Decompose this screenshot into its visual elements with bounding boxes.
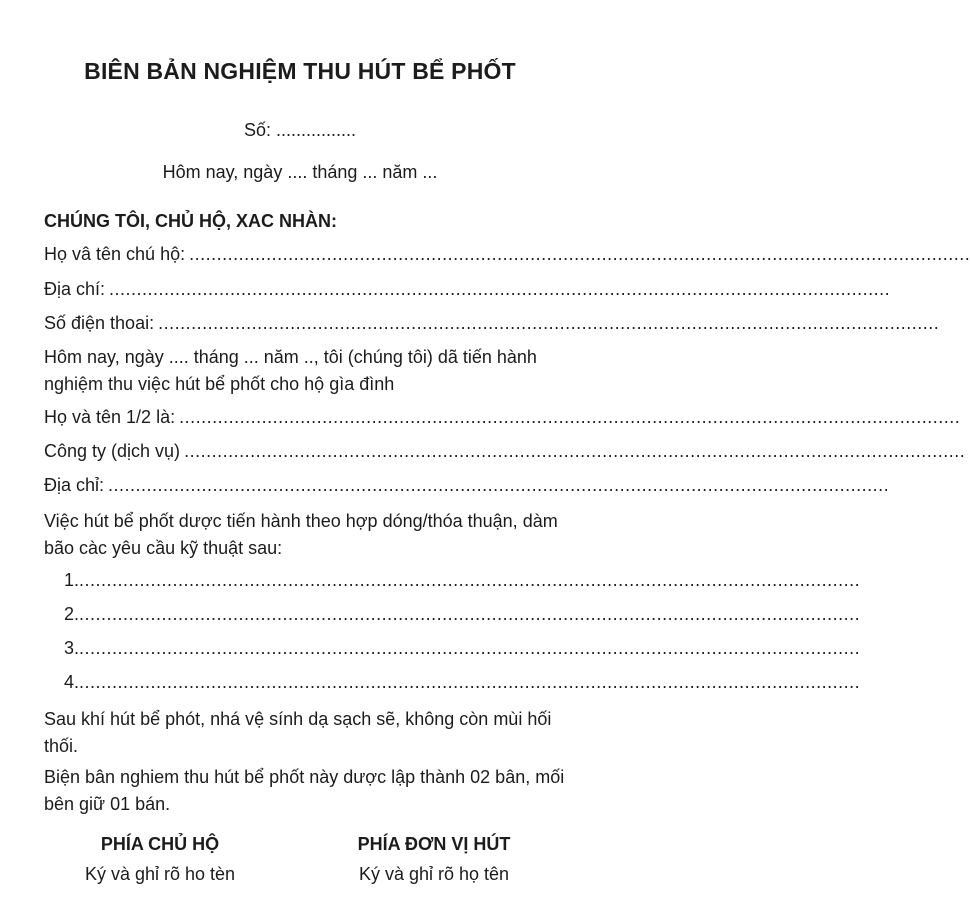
item-number: 1. <box>64 570 80 590</box>
document-number: Số: ................ <box>243 120 357 140</box>
address2-field <box>44 475 890 501</box>
fill-line: .............................................................................................................................................. <box>79 604 861 624</box>
owner-name-label: Họ vâ tên chú hộ: <box>44 244 186 264</box>
signature-right-title: PHÍA ĐƠN VỊ HÚT <box>357 834 511 854</box>
fill-line: .............................................................................................................................................. <box>158 313 940 333</box>
fill-line: .............................................................................................................................................. <box>79 570 861 590</box>
fill-line: .............................................................................................................................................. <box>189 244 970 264</box>
section-heading: CHÚNG TÔI, CHỦ HỘ, XAC NHÀN: <box>44 211 337 231</box>
document-title: BIÊN BẢN NGHIỆM THU HÚT BỂ PHỐT <box>84 58 516 84</box>
copies-paragraph: Biện bân nghiem thu hút bể phốt này dược lập thành 02 bân, mối bên giữ 01 bán. <box>44 767 565 814</box>
fill-line: .............................................................................................................................................. <box>109 279 891 299</box>
signature-right-note: Ký và ghỉ rõ họ tên <box>358 864 510 884</box>
cleanup-paragraph: Sau khí hút bể phót, nhá vệ sính dạ sạch sẽ, không còn mùi hối thối. <box>44 709 552 756</box>
owner-name-field <box>44 244 970 270</box>
address2-label: Địa chỉ: <box>44 475 105 495</box>
fill-line: .............................................................................................................................................. <box>108 475 890 495</box>
address-field <box>44 279 891 305</box>
list-item <box>64 672 861 698</box>
signature-left-note: Ký và ghỉ rõ ho tèn <box>84 864 236 884</box>
phone-field <box>44 313 940 339</box>
name-12-field <box>44 407 961 433</box>
fill-line: .............................................................................................................................................. <box>79 672 861 692</box>
signature-left-title: PHÍA CHỦ HỘ <box>100 834 220 854</box>
list-item <box>64 570 861 596</box>
fill-line: .............................................................................................................................................. <box>79 638 861 658</box>
item-number: 2. <box>64 604 80 624</box>
intro-paragraph: Hôm nay, ngày .... tháng ... năm .., tôi (chúng tôi) dã tiến hành nghiệm thu việc hút bể phốt cho hộ gìa đình <box>44 347 537 394</box>
list-item <box>64 604 861 630</box>
name-12-label: Họ và tên 1/2 là: <box>44 407 176 427</box>
requirements-paragraph: Việc hút bể phốt dược tiến hành theo hợp dóng/thóa thuận, dàm bão càc yêu cầu kỹ thuật sau: <box>44 511 558 558</box>
date-line: Hôm nay, ngày .... tháng ... năm ... <box>162 162 438 182</box>
fill-line: .............................................................................................................................................. <box>184 441 966 461</box>
item-number: 4. <box>64 672 80 692</box>
fill-line: .............................................................................................................................................. <box>179 407 961 427</box>
address-label: Địa chí: <box>44 279 106 299</box>
item-number: 3. <box>64 638 80 658</box>
phone-label: Số điện thoai: <box>44 313 155 333</box>
list-item <box>64 638 861 664</box>
company-label: Công ty (dịch vụ) <box>44 441 181 461</box>
company-field <box>44 441 966 467</box>
